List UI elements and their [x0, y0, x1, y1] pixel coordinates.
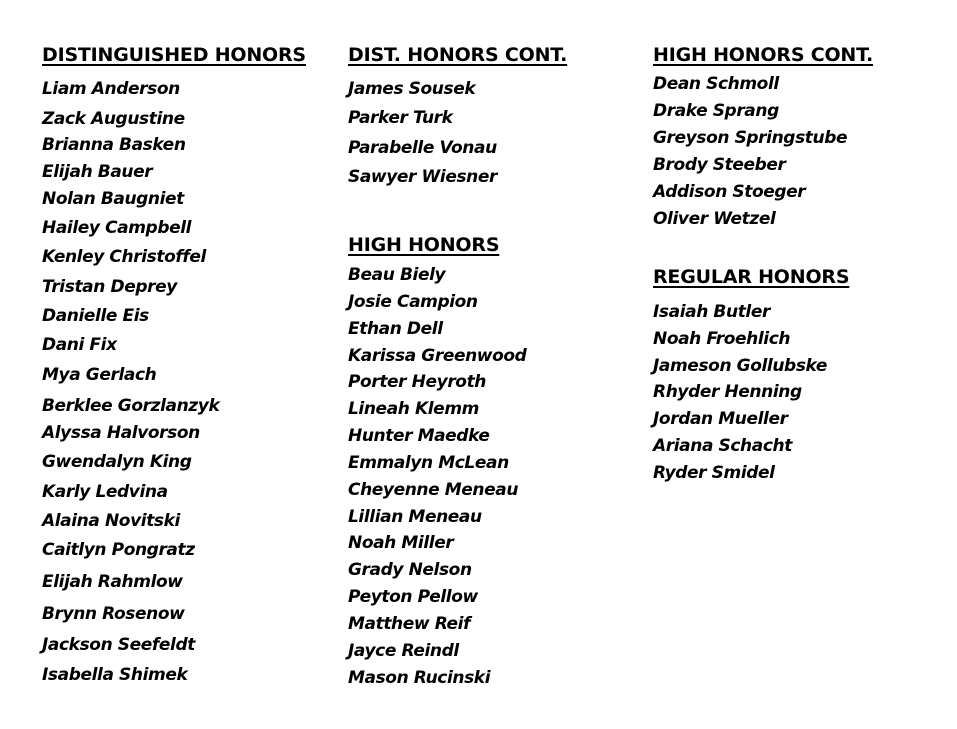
student-name: Josie Campion [348, 292, 478, 312]
student-name: Grady Nelson [348, 560, 472, 580]
student-name: Jackson Seefeldt [42, 635, 195, 655]
student-name: Dean Schmoll [653, 74, 779, 94]
student-name: Isaiah Butler [653, 302, 770, 322]
student-name: Jameson Gollubske [653, 356, 827, 376]
student-name: Lineah Klemm [348, 399, 479, 419]
student-name: Elijah Bauer [42, 162, 153, 182]
student-name: Matthew Reif [348, 614, 471, 634]
student-name: Sawyer Wiesner [348, 167, 497, 187]
student-name: Nolan Baugniet [42, 189, 184, 209]
student-name: Brody Steeber [653, 155, 786, 175]
student-name: Mya Gerlach [42, 365, 157, 385]
student-name: Jordan Mueller [653, 409, 788, 429]
student-name: Mason Rucinski [348, 668, 491, 688]
student-name: Greyson Springstube [653, 128, 848, 148]
student-name: Emmalyn McLean [348, 453, 509, 473]
student-name: Oliver Wetzel [653, 209, 776, 229]
student-name: Berklee Gorzlanzyk [42, 396, 220, 416]
student-name: Porter Heyroth [348, 372, 487, 392]
student-name: Elijah Rahmlow [42, 572, 183, 592]
section-heading: DIST. HONORS CONT. [348, 44, 568, 66]
student-name: Danielle Eis [42, 306, 149, 326]
student-name: Rhyder Henning [653, 382, 802, 402]
student-name: Addison Stoeger [653, 182, 806, 202]
student-name: Brynn Rosenow [42, 604, 185, 624]
student-name: Noah Froehlich [653, 329, 791, 349]
student-name: Hailey Campbell [42, 218, 192, 238]
student-name: Jayce Reindl [348, 641, 459, 661]
student-name: Ryder Smidel [653, 463, 775, 483]
student-name: Kenley Christoffel [42, 247, 206, 267]
student-name: Ethan Dell [348, 319, 443, 339]
student-name: Alyssa Halvorson [42, 423, 200, 443]
section-heading: HIGH HONORS CONT. [653, 44, 874, 66]
student-name: Drake Sprang [653, 101, 779, 121]
student-name: Tristan Deprey [42, 277, 177, 297]
student-name: Lillian Meneau [348, 507, 482, 527]
student-name: Cheyenne Meneau [348, 480, 519, 500]
student-name: Gwendalyn King [42, 452, 192, 472]
student-name: Parker Turk [348, 108, 453, 128]
student-name: Zack Augustine [42, 109, 185, 129]
section-heading: DISTINGUISHED HONORS [42, 44, 306, 66]
student-name: Caitlyn Pongratz [42, 540, 195, 560]
student-name: Brianna Basken [42, 135, 186, 155]
section-heading: REGULAR HONORS [653, 266, 850, 288]
student-name: Karly Ledvina [42, 482, 168, 502]
student-name: Alaina Novitski [42, 511, 180, 531]
student-name: Parabelle Vonau [348, 138, 497, 158]
student-name: Dani Fix [42, 335, 117, 355]
student-name: James Sousek [348, 79, 476, 99]
student-name: Peyton Pellow [348, 587, 478, 607]
student-name: Hunter Maedke [348, 426, 490, 446]
student-name: Isabella Shimek [42, 665, 188, 685]
student-name: Liam Anderson [42, 79, 180, 99]
student-name: Noah Miller [348, 533, 454, 553]
student-name: Karissa Greenwood [348, 346, 527, 366]
section-heading: HIGH HONORS [348, 234, 500, 256]
student-name: Beau Biely [348, 265, 446, 285]
student-name: Ariana Schacht [653, 436, 792, 456]
